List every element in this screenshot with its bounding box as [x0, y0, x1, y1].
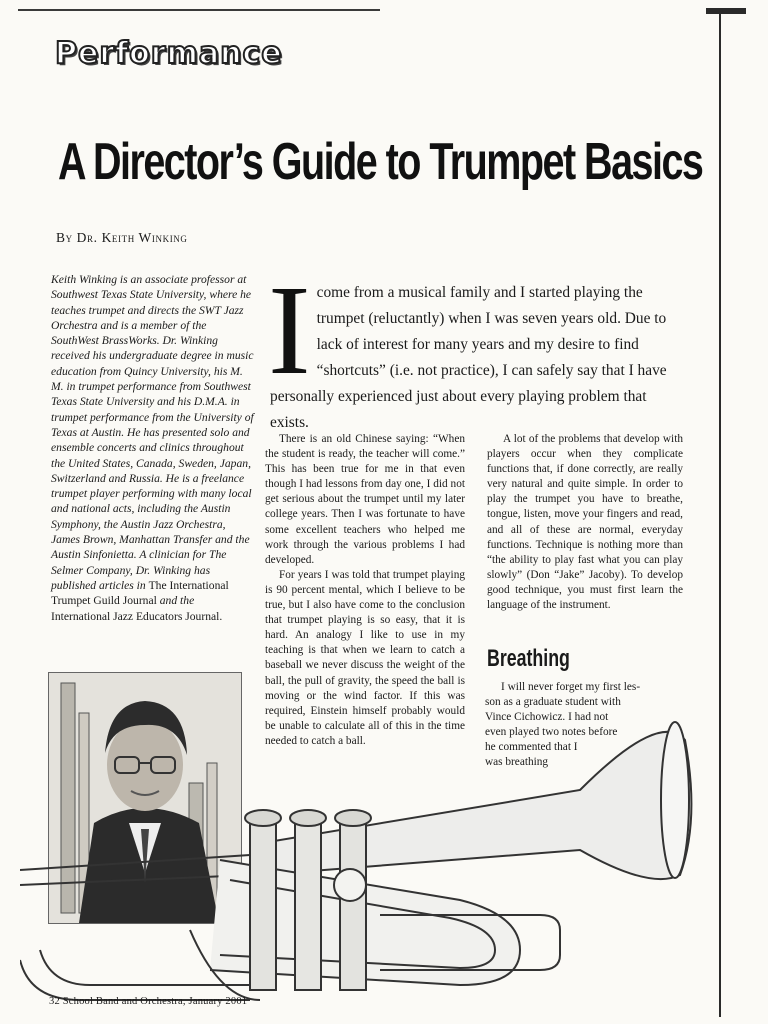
top-rule [18, 9, 380, 11]
bio-journal-1: The International Trumpet Guild Journal [51, 578, 229, 608]
text-line: was breathing [485, 756, 549, 769]
bio-text-2: and the [156, 594, 195, 608]
text-line: I will never forget my first les- [501, 681, 641, 693]
text-line: even played two notes before [485, 726, 618, 739]
byline: By Dr. Keith Winking [56, 230, 188, 245]
lead-paragraph [268, 259, 688, 436]
column-right [487, 432, 683, 613]
text-line: he commented that I [485, 741, 578, 754]
paragraph: There is an old Chinese saying: “When the student is ready, the teacher will come.” This has been true for me in that even though I had lessons from day one, I did not get serious about the trumpet until my later college years. Then I was fortunate to have some excellent teachers who helped me work through the various problems I had developed. [265, 433, 465, 566]
bio-journal-2: International Jazz Educators Journal. [51, 609, 223, 623]
paragraph: For years I was told that trumpet playing is 90 percent mental, which I believe to be true, but I also have come to the conclusion that trumpet playing is so easy, that it is hard. An analogy I like to use in my teaching is that when we learn to catch a baseball we never discuss the weight of the ball, the pull of gravity, the speed the ball is moving or the wind factor. If this was required, Einstein himself probably would be unable to calculate all of this in the time needed to catch a ball. [265, 568, 465, 747]
breathing-heading: Breathing [487, 645, 570, 672]
text-line: Vince Cichowicz. I had not [485, 711, 609, 724]
page-footer: 32 School Band and Orchestra, January 2001 [49, 996, 248, 1007]
right-rule-cap [706, 8, 746, 14]
author-bio [51, 272, 256, 624]
text-line: son as a graduate student with [485, 696, 621, 709]
article-title: A Director’s Guide to Trumpet Basics [58, 133, 703, 191]
drop-cap: I [268, 259, 311, 401]
trumpet-illustration [20, 700, 700, 1010]
bio-text: Keith Winking is an associate professor at Southwest Texas State University, where he teaches trumpet and directs the SWT Jazz Orchestra and is a member of the SouthWest BrassWorks. Dr. Winking received his undergraduate degree in music education from Quincy University, his M. M. in trumpet performance from Southwest Texas State University and his D.M.A. in trumpet performance from the University of Texas at Austin. He has presented solo and ensemble concerts and clinics throughout the United States, Canada, Sweden, Japan, Switzerland and Russia. He is a freelance trumpet player performing with many local and national acts, including the Austin Symphony, the Austin Jazz Orchestra, James Brown, Manhattan Transfer and the Austin Sinfonietta. A clinician for The Selmer Company, Dr. Winking has published articles in [51, 273, 254, 592]
right-rule [719, 12, 721, 1017]
paragraph: A lot of the problems that develop with players occur when they complicate functions that, if done correctly, are really very natural and quite simple. In order to play the trumpet you have to breathe, tongue, listen, move your fingers and read, and all of these are normal, everyday functions. Technique is nothing more than “the ability to play fast what you can play slowly” (Don “Jake” Jacoby). To develop good technique, you must first learn the language of the instrument. [487, 433, 683, 612]
section-label: Performance [55, 36, 283, 71]
lead-text: come from a musical family and I started playing the trumpet (reluctantly) when I was seven years old. Due to lack of interest for many years and my desire to find “shortcuts” (i.e. not practice), I can safely say that I have personally experienced just about every playing problem that exists. [270, 284, 667, 431]
